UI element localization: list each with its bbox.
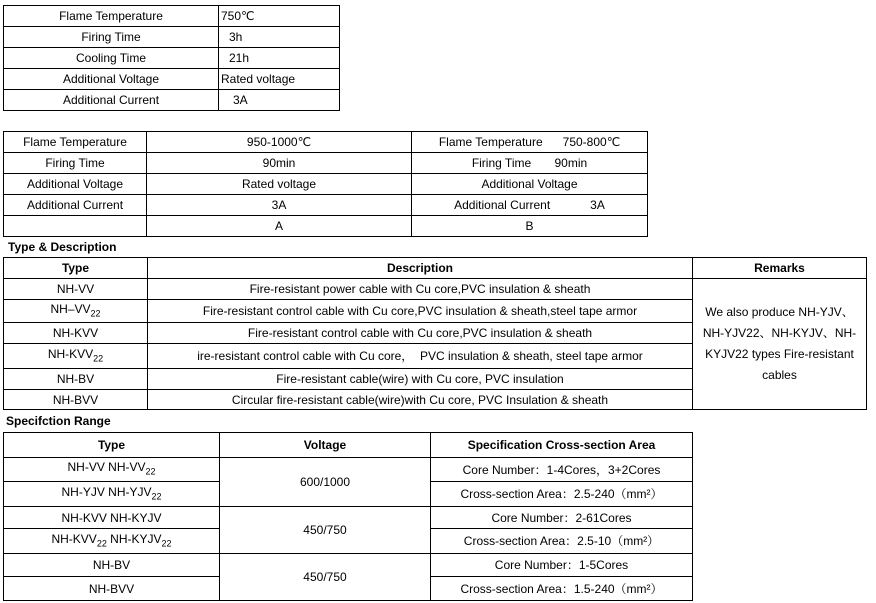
t1-value: 750℃ xyxy=(219,6,340,27)
sr-header-spec: Specification Cross-section Area xyxy=(431,433,693,458)
table-row-type: NH-VV $NH-VV_{22}$ xyxy=(4,458,220,482)
t1-label: Firing Time xyxy=(4,27,219,48)
t2-label: Firing Time xyxy=(4,153,147,174)
table-row-type: NH-BV xyxy=(4,554,220,577)
table-row-type: $NH-VV_{22}$ xyxy=(4,300,148,323)
type-description-table xyxy=(3,257,867,410)
t1-label: Flame Temperature xyxy=(4,6,219,27)
table-row-type: NH-BVV xyxy=(4,390,148,410)
table-row-type: NH-VV xyxy=(4,279,148,300)
table-row-type: $NH-KVV_{22}$ $NH-KYJV_{22}$ xyxy=(4,529,220,554)
t2-label: Additional Current xyxy=(4,195,147,216)
t2-label: Flame Temperature xyxy=(4,132,147,153)
table-test-conditions-1 xyxy=(3,5,340,111)
table-row-description: Fire-resistant control cable with Cu core,PVC insulation & sheath xyxy=(148,323,693,344)
table-test-conditions-2 xyxy=(3,131,648,237)
table-row-type: NH-BV xyxy=(4,369,148,390)
spec-range-heading: Specifction Range xyxy=(6,414,111,428)
table-row-spec: Core Number：1-5Cores xyxy=(431,554,693,577)
table-row-description: Fire-resistant control cable with Cu core,PVC insulation & sheath,steel tape armor xyxy=(148,300,693,323)
t2-value-a: Rated voltage xyxy=(147,174,412,195)
table-row-spec: Cross-section Area：2.5-10（mm²） xyxy=(431,529,693,554)
table-row-type: NH-KVV xyxy=(4,323,148,344)
table-row-description: ire-resistant control cable with Cu core， PVC insulation & sheath, steel tape armor xyxy=(148,344,693,369)
t2-value-b: Firing Time 90min xyxy=(412,153,648,174)
t2-label: Additional Voltage xyxy=(4,174,147,195)
spec-range-table xyxy=(3,432,693,601)
voltage-cell: 450/750 xyxy=(220,554,431,601)
t2-value-a: 950-1000℃ xyxy=(147,132,412,153)
table-row-type: NH-BVV xyxy=(4,577,220,601)
t1-value: 3A xyxy=(219,90,340,111)
t1-value: Rated voltage xyxy=(219,69,340,90)
sr-header-type: Type xyxy=(4,433,220,458)
table-row-description: Fire-resistant cable(wire) with Cu core, PVC insulation xyxy=(148,369,693,390)
t1-value: 21h xyxy=(219,48,340,69)
t2-value-a: A xyxy=(147,216,412,237)
remarks-cell: We also produce NH-YJV、NH-YJV22、NH-KYJV、NH-KYJV22 types Fire-resistant cables xyxy=(693,279,867,410)
td-header-description: Description xyxy=(148,258,693,279)
table-row-description: Fire-resistant power cable with Cu core,PVC insulation & sheath xyxy=(148,279,693,300)
table-row-type: NH-YJV $NH-YJV_{22}$ xyxy=(4,482,220,507)
table-row-description: Circular fire-resistant cable(wire)with Cu core, PVC Insulation & sheath xyxy=(148,390,693,410)
t2-value-b: Additional Current 3A xyxy=(412,195,648,216)
t2-value-a: 90min xyxy=(147,153,412,174)
voltage-cell: 600/1000 xyxy=(220,458,431,507)
t1-value: 3h xyxy=(219,27,340,48)
sr-header-voltage: Voltage xyxy=(220,433,431,458)
t1-label: Cooling Time xyxy=(4,48,219,69)
table-row-spec: Cross-section Area：1.5-240（mm²） xyxy=(431,577,693,601)
table-row-spec: Cross-section Area：2.5-240（mm²） xyxy=(431,482,693,507)
table-row-type: NH-KVV NH-KYJV xyxy=(4,507,220,529)
t1-label: Additional Current xyxy=(4,90,219,111)
t2-value-b: B xyxy=(412,216,648,237)
voltage-cell: 450/750 xyxy=(220,507,431,554)
t2-label xyxy=(4,216,147,237)
td-header-remarks: Remarks xyxy=(693,258,867,279)
table-row-spec: Core Number：2-61Cores xyxy=(431,507,693,529)
table-row-type: $NH-KVV_{22}$ xyxy=(4,344,148,369)
t2-value-b: Additional Voltage xyxy=(412,174,648,195)
t1-label: Additional Voltage xyxy=(4,69,219,90)
t2-value-b: Flame Temperature 750-800℃ xyxy=(412,132,648,153)
type-description-heading: Type & Description xyxy=(8,240,117,254)
td-header-type: Type xyxy=(4,258,148,279)
t2-value-a: 3A xyxy=(147,195,412,216)
table-row-spec: Core Number：1-4Cores，3+2Cores xyxy=(431,458,693,482)
